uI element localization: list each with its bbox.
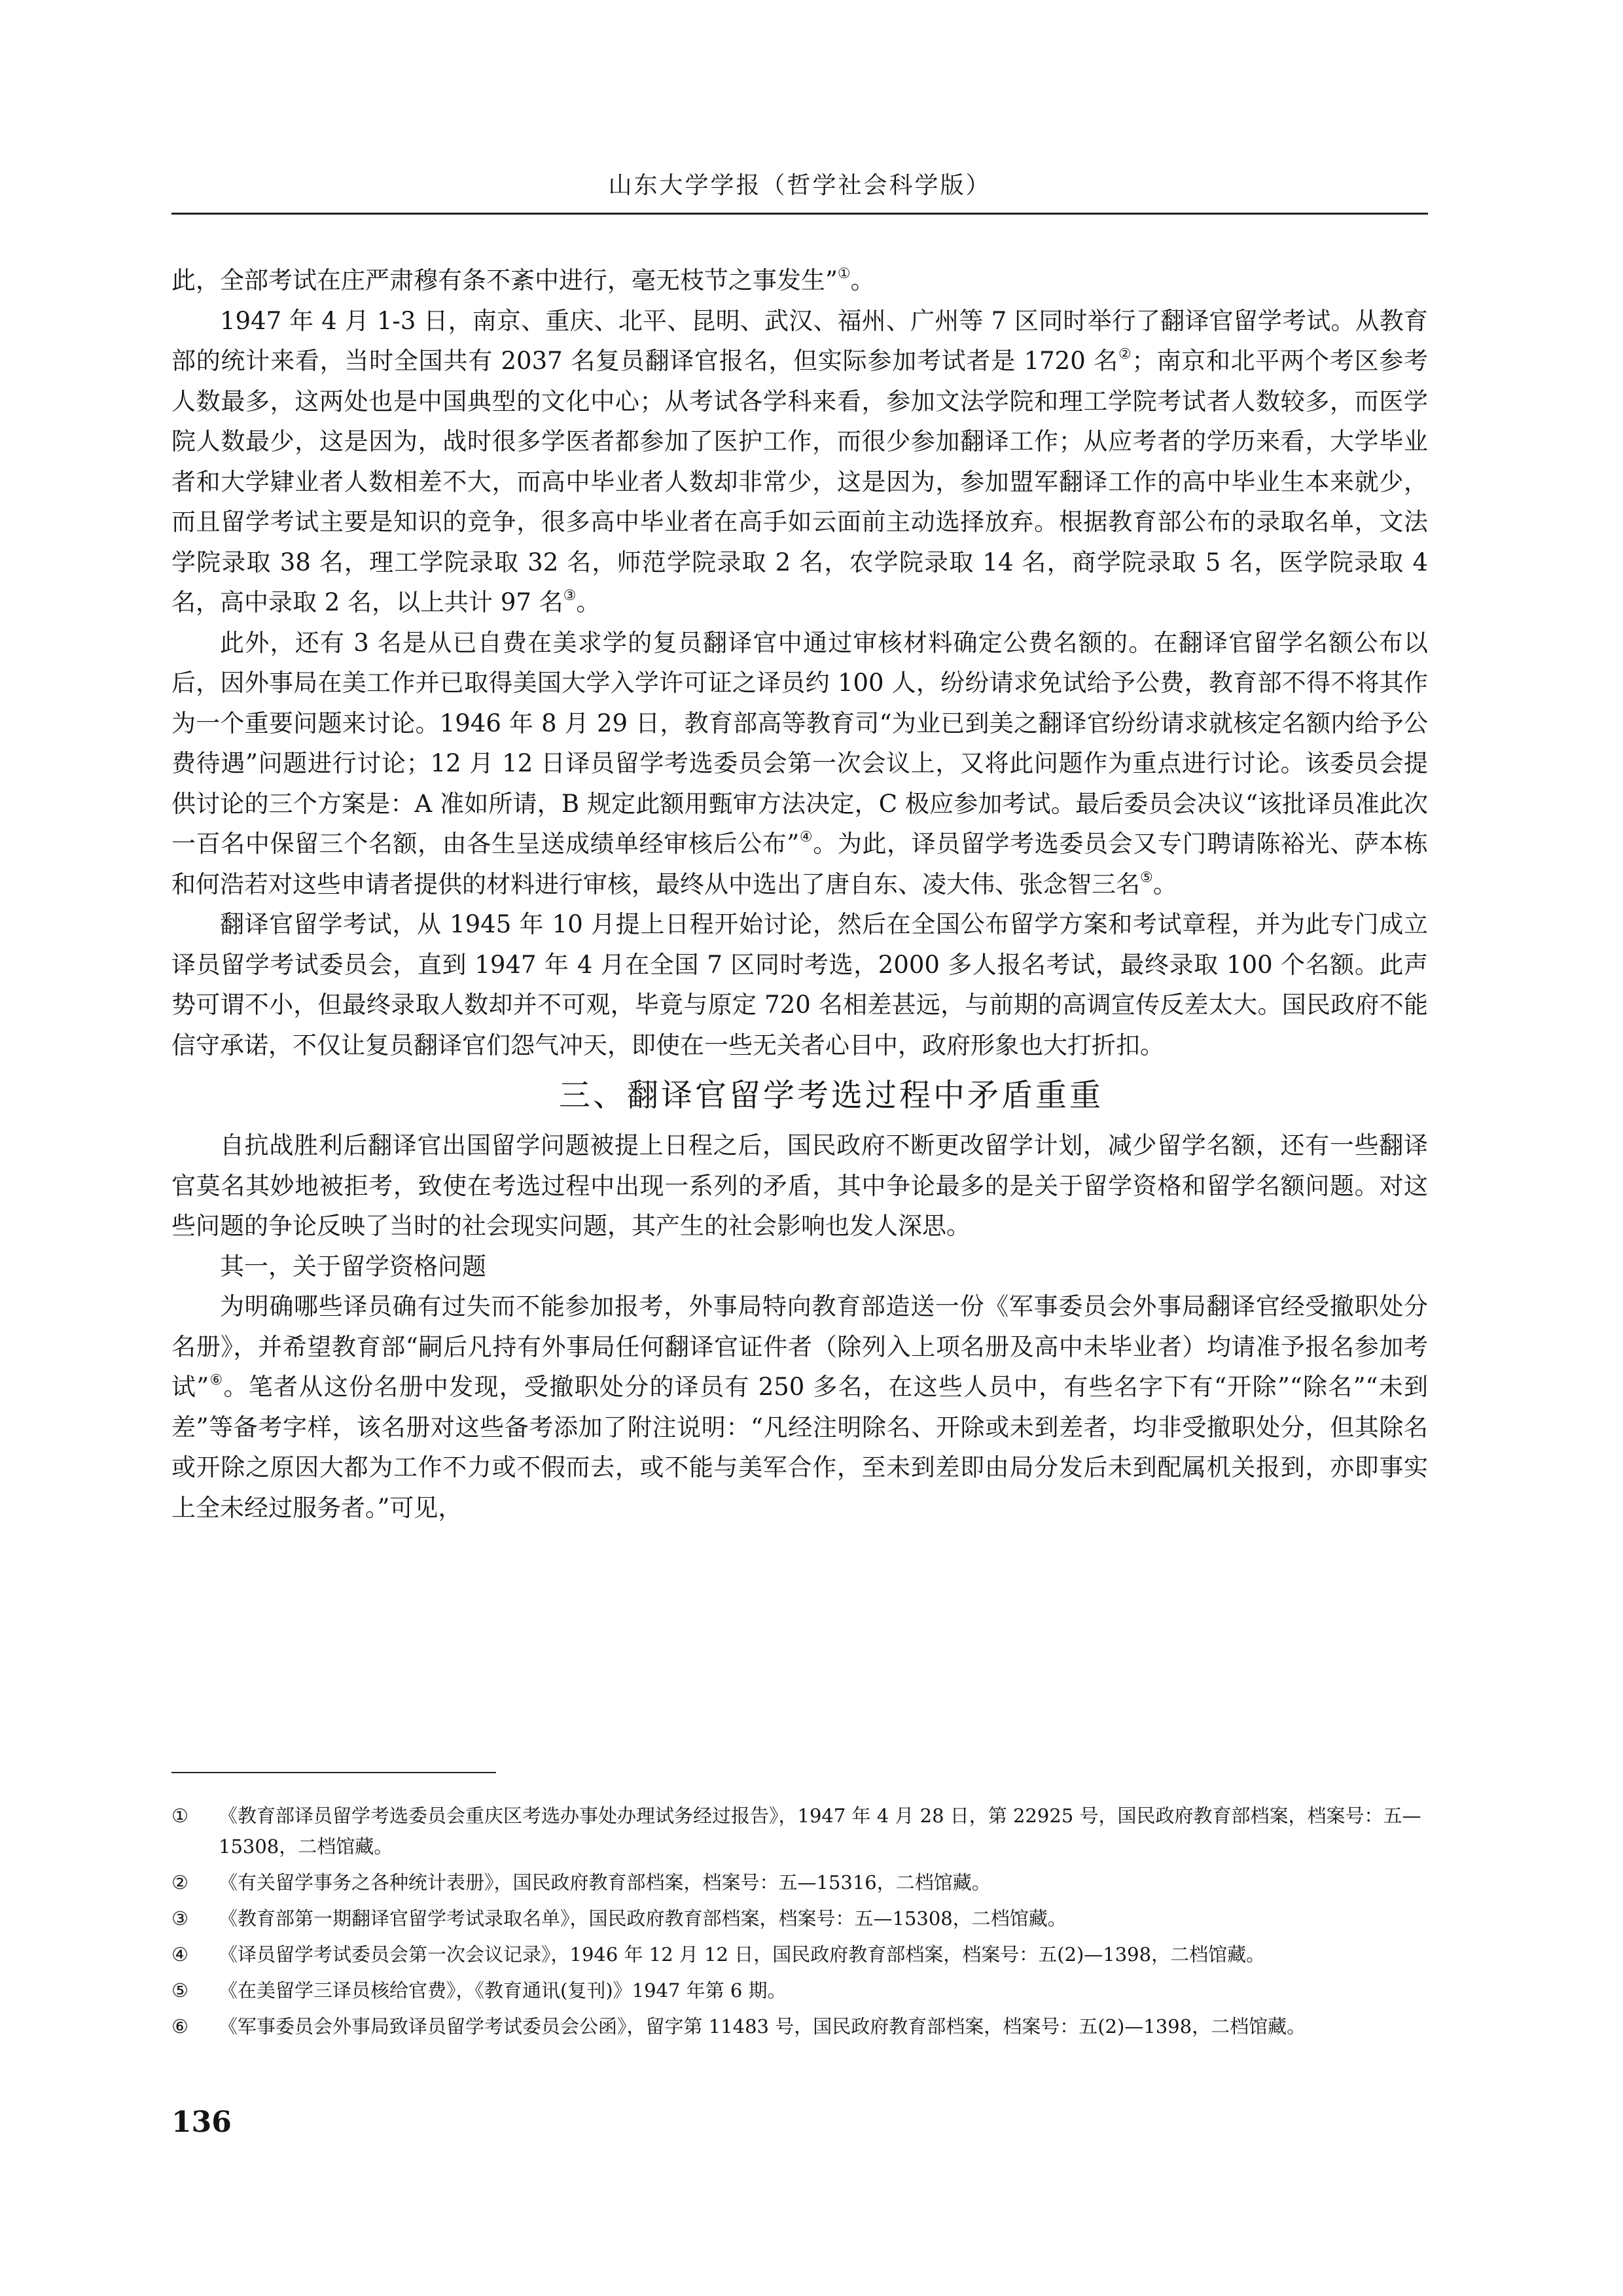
paragraph-text: 为明确哪些译员确有过失而不能参加报考，外事局特向教育部造送一份《军事委员会外事局翻译官经受撤职处分名册》，并希望教育部“嗣后凡持有外事局任何翻译官证件者（除列入上项名册及高中未毕业者）均请准予报名参加考试” [171,1292,1428,1401]
footnote-ref-1[interactable]: ① [837,266,851,282]
paragraph-1 [171,260,1428,301]
footnote-item [171,2011,1428,2042]
footnote-item [171,1801,1428,1862]
footnote-mark: ④ [171,1943,188,1966]
paragraph-text: 。 [576,588,601,616]
footnote-item [171,1939,1428,1970]
journal-header: 山东大学学报（哲学社会科学版） [608,172,991,199]
paragraph-4: 翻译官留学考试，从 1945 年 10 月提上日程开始讨论，然后在全国公布留学方案和考试章程，并为此专门成立译员留学考试委员会，直到 1947 年 4 月在全国 7 区同时考选，2000 多人报名考试，最终录取 100 个名额。此声势可谓不小，但最终录取人数却并不可观，毕竟与原定 720 名相差甚远，与前期的高调宣传反差太大。国民政府不能信守承诺，不仅让复员翻译官们怨气冲天，即使在一些无关者心目中，政府形象也大打折扣。 [171,910,1428,1059]
article-body [171,260,1428,1528]
footnote-text: 《译员留学考试委员会第一次会议记录》，1946 年 12 月 12 日，国民政府教育部档案，档案号：五(2)—1398，二档馆藏。 [219,1943,1266,1966]
footnote-ref-4[interactable]: ④ [799,829,813,845]
footnote-text: 《军事委员会外事局致译员留学考试委员会公函》，留字第 11483 号，国民政府教育部档案，档案号：五(2)—1398，二档馆藏。 [219,2015,1306,2038]
page-number: 136 [171,2106,232,2139]
footnote-ref-6[interactable]: ⑥ [209,1372,224,1388]
header-divider [171,213,1428,215]
paragraph-text: 1947 年 4 月 1-3 日，南京、重庆、北平、昆明、武汉、福州、广州等 7 区同时举行了翻译官留学考试。从教育部的统计来看，当时全国共有 2037 名复员翻译官报名，但实际参加考试者是 1720 名 [171,306,1428,375]
footnote-mark: ⑤ [171,1979,188,2002]
footnote-mark: ① [171,1805,188,1827]
footnote-mark: ⑥ [171,2015,188,2038]
footnote-divider [171,1772,496,1773]
footnote-mark: ② [171,1871,188,1894]
paragraph-5: 自抗战胜利后翻译官出国留学问题被提上日程之后，国民政府不断更改留学计划，减少留学名额，还有一些翻译官莫名其妙地被拒考，致使在考选过程中出现一系列的矛盾，其中争论最多的是关于留学资格和留学名额问题。对这些问题的争论反映了当时的社会现实问题，其产生的社会影响也发人深思。 [171,1131,1428,1240]
footnote-item [171,1903,1428,1934]
paragraph-text: 。笔者从这份名册中发现，受撤职处分的译员有 250 多名，在这些人员中，有些名字下有“开除”“除名”“未到差”等备考字样，该名册对这些备考添加了附注说明：“凡经注明除名、开除或未到差者，均非受撤职处分，但其除名或开除之原因大都为工作不力或不假而去，或不能与美军合作，至未到差即由局分发后未到配属机关报到，亦即事实上全未经过服务者。”可见， [171,1373,1428,1522]
footnote-ref-5[interactable]: ⑤ [1140,869,1153,886]
footnote-text: 《有关留学事务之各种统计表册》，国民政府教育部档案，档案号：五—15316，二档馆藏。 [219,1871,991,1894]
footnote-text: 《在美留学三译员核给官费》，《教育通讯(复刊)》1947 年第 6 期。 [219,1979,787,2002]
section-heading: 三、翻译官留学考选过程中矛盾重重 [558,1077,1103,1114]
paragraph-2 [171,301,1428,623]
footnote-item [171,1867,1428,1898]
paragraph-text: 。为此，译员留学考选委员会又专门聘请陈裕光、萨本栋和何浩若对这些申请者提供的材料进行审核，最终从中选出了唐自东、凌大伟、张念智三名 [171,830,1428,898]
paragraph-3 [171,623,1428,905]
footnote-ref-2[interactable]: ② [1118,346,1132,362]
paragraph-text: 。 [1152,870,1177,898]
footnotes [171,1801,1428,2047]
footnote-text: 《教育部第一期翻译官留学考试录取名单》，国民政府教育部档案，档案号：五—15308，二档馆藏。 [219,1907,1067,1930]
paragraph-6 [171,1286,1428,1528]
footnote-text: 《教育部译员留学考选委员会重庆区考选办事处办理试务经过报告》，1947 年 4 月 28 日，第 22925 号，国民政府教育部档案，档案号：五—15308，二档馆藏。 [219,1805,1421,1858]
footnote-mark: ③ [171,1907,188,1930]
footnote-ref-3[interactable]: ③ [563,588,577,604]
paragraph-text: ；南京和北平两个考区参考人数最多，这两处也是中国典型的文化中心；从考试各学科来看，参加文法学院和理工学院考试者人数较多，而医学院人数最少，这是因为，战时很多学医者都参加了医护工作，而很少参加翻译工作；从应考者的学历来看，大学毕业者和大学肄业者人数相差不大，而高中毕业者人数却非常少，这是因为，参加盟军翻译工作的高中毕业生本来就少，而且留学考试主要是知识的竞争，很多高中毕业者在高手如云面前主动选择放弃。根据教育部公布的录取名单，文法学院录取 38 名，理工学院录取 32 名，师范学院录取 2 名，农学院录取 14 名，商学院录取 5 名，医学院录取 4 名，高中录取 2 名，以上共计 97 名 [171,347,1429,616]
paragraph-text: 。 [850,266,875,294]
paragraph-text: 此外，还有 3 名是从已自费在美求学的复员翻译官中通过审核材料确定公费名额的。在翻译官留学名额公布以后，因外事局在美工作并已取得美国大学入学许可证之译员约 100 人，纷纷请求免试给予公费，教育部不得不将其作为一个重要问题来讨论。1946 年 8 月 29 日，教育部高等教育司“为业已到美之翻译官纷纷请求就核定名额内给予公费待遇”问题进行讨论；12 月 12 日译员留学考选委员会第一次会议上，又将此问题作为重点进行讨论。该委员会提供讨论的三个方案是：A 准如所请，B 规定此额用甄审方法决定，C 极应参加考试。最后委员会决议“该批译员准此次一百名中保留三个名额，由各生呈送成绩单经审核后公布” [171,628,1428,858]
paragraph-text: 此，全部考试在庄严肃穆有条不紊中进行，毫无枝节之事发生” [171,266,838,294]
footnote-item [171,1975,1428,2006]
subheading: 其一，关于留学资格问题 [220,1252,486,1280]
